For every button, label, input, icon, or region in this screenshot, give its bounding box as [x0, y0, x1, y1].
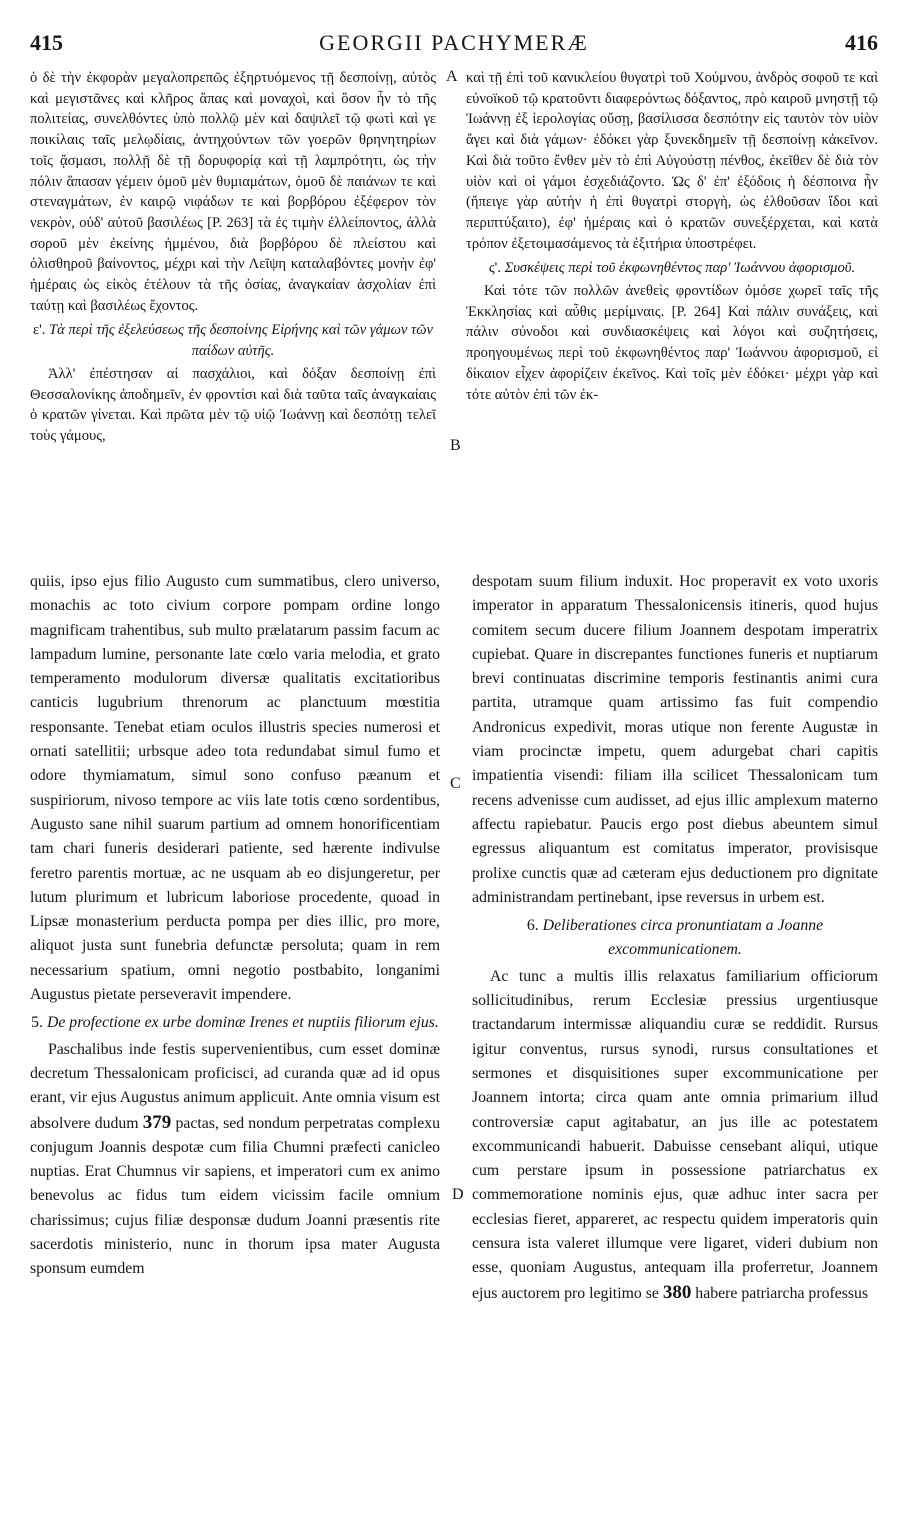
latin-right-paragraph-1: despotam suum filium induxit. Hoc properavit ex voto uxoris imperator in apparatum Thessalonicensis itineris, quod hujus comitem secum ducere filium Joannem despotam imperatrix cupiebat. Quare in discrepantes functiones funeris et nuptiarum brevi continuatas discrimine temporis festinantis animi cura partita, utramque quam artissimo fas fuit compendio Andronicus expedivit, moras utique non ferente Augustæ in viam procinctæ impetu, quem adurgebat chari capitis impatientia visendi: filiam illa scilicet Thessalonicam tum recens advenisse cum audisset, ad ejus illic amplexum materno affectu rapiebatur. Paucis ergo post diebus abeuntem simul egressus aliquantum est comitatus imperator, provisisque prolixe cunctis quæ ad cæteram ejus deductionem pro dignitate administrandam pertinebant, ipse reversus in urbem est.: [472, 573, 878, 906]
greek-left-paragraph-1: ὁ δὲ τὴν ἐκφορὰν μεγαλοπρεπῶς ἐξηρτυόμενος τῇ δεσποίνῃ, αὐτὸς καὶ μεγιστᾶνες καὶ κλῆρος ἅπας καὶ μοναχοὶ, καὶ ὅσον ἦν τὸ τῆς πολιτείας, συνελθόντες ὑπὸ πολλῷ μὲν καὶ δαψιλεῖ τῷ φωτὶ καὶ γε ποικίλαις ταῖς μελῳδίαις, ἀντηχούντων τῶν γοερῶν θρηνητηρίων τοῖς ᾄσμασι, πολλῇ δὲ τῇ δορυφορίᾳ καὶ τῇ λαμπρότητι, ὡς τὴν πόλιν ἅπασαν γέμειν ὁμοῦ μὲν θυμιαμάτων, ὁμοῦ δὲ παιάνων τε καὶ στεναγμάτων, ἐν καιρῷ νιφάδων τε καὶ βορβόρου ἐξέφερον τὸν νεκρὸν, οὐδ' αὐτοῦ βασιλέως [P. 263] τὰ ἐς τιμὴν ἐλλείποντος, ἀλλὰ σοροῦ μὲν ἐκείνης ἡμμένου, διὰ βορβόρου δὲ πλείστου καὶ ὀλισθηροῦ βαίνοντος, μέχρι καὶ τὴν Λεῖψη καταλαβόντες μονὴν ἐφ' ἡμέραις ὡς εἰκὸς ἐτέλουν τὰ τῆς ὁσίας, ἀναγκαίαν ἀσχολίαν ἐπὶ ταύτῃ καὶ βασιλέως ἔχοντος.: [30, 70, 436, 314]
greek-column-right: [466, 68, 878, 554]
left-page-number: 415: [30, 30, 63, 55]
latin-left-section-number: 5.: [31, 1014, 43, 1032]
greek-right-section-title: Συσκέψεις περὶ τοῦ ἐκφωνηθέντος παρ' Ἰωάννου ἀφορισμοῦ.: [504, 260, 856, 277]
margin-letter-c: C: [450, 775, 461, 792]
greek-left-section-heading: [30, 320, 436, 361]
latin-right-section-title: Deliberationes circa pronuntiatam a Joanne excommunicationem.: [542, 917, 824, 959]
right-page-number: 416: [845, 30, 878, 55]
greek-left-section-number: ε'.: [32, 322, 46, 339]
running-title: GEORGII PACHYMERÆ: [319, 30, 589, 55]
greek-right-section-number: ς'.: [488, 260, 501, 277]
latin-left-paragraph-2-text-b: pactas, sed nondum perpetratas complexu conjugum Joannis despotæ cum filia Chumni præfecti canicleo nuptias. Erat Chumnus vir sapiens, et imperatori cum ex animo benevolus ac fidus tum eidem vicissim facile omnium charissimus; cujus filiæ desponsæ dudum Joanni præsentis rite sacerdotis ministerio, nunc in thorum ipsa mater Augusta sponsum eumdem: [30, 1114, 440, 1278]
greek-left-paragraph-2: Ἀλλ' ἐπέστησαν αἱ πασχάλιοι, καὶ δόξαν δεσποίνῃ ἐπὶ Θεσσαλονίκης ἀποδημεῖν, ἐν φροντίσι καὶ διὰ ταῦτα ταῖς ἀναγκαίαις ὁ κρατῶν γίνεται. Καὶ πρῶτα μὲν τῷ υἱῷ Ἰωάννῃ καὶ δεσπότῃ τελεῖ τοὺς γάμους,: [30, 365, 436, 444]
latin-left-paragraph-2: [30, 1038, 440, 1282]
latin-right-section-heading: [472, 914, 878, 963]
margin-letter-a: A: [446, 68, 458, 85]
latin-left-paragraph-2-text-a: Paschalibus inde festis supervenientibus, cum esset dominæ decretum Thessalonicam proficisci, ad curanda quæ ad id opus erant, vir ejus Augustus animum applicuit. Ante omnia visum est absolvere dudum: [30, 1040, 440, 1132]
greek-right-paragraph-1: καὶ τῇ ἐπὶ τοῦ κανικλείου θυγατρὶ τοῦ Χούμνου, ἀνδρὸς σοφοῦ τε καὶ εὐνοϊκοῦ τῷ κρατοῦντι διαφερόντως δόξαντος, πρὸ καιροῦ μνηστῇ τῷ Ἰωάννῃ ἐξ ἱερολογίας οὔσῃ, βασίλισσα δεσπότην εἰς ταυτὸν τὸν υἱὸν ἄγει καὶ διὰ γάμων· ἐδόκει γὰρ ξυνεκδημεῖν τῇ δεσποίνῃ κἀκεῖνον. Καὶ διὰ τοῦτο ἔνθεν μὲν τὸ ἐπὶ Αὐγούστῃ πένθος, ἐκεῖθεν δὲ διὰ τὸν υἱὸν καὶ οἱ γάμοι ἐσχεδιάζοντο. Ὡς δ' ἐπ' ἐξόδοις ἡ δέσποινα ἦν (ἤπειγε γὰρ αὐτὴν ἡ ἐπὶ θυγατρὶ στοργὴ, ὡς ἐλθοῦσαν ἴδοι καὶ περιπτύξαιτο), ἐφ' ἡμέραις καὶ ὁ κρατῶν συνεξέρχεται, καὶ κατὰ τρόπον ἐξετοιμασάμενος τὰ ἐξιτήρια ὑποστρέφει.: [466, 70, 878, 252]
latin-left-paragraph-1: quiis, ipso ejus filio Augusto cum summatibus, clero universo, monachis ac toto civium corpore pompam ordine longo magnificam trahentibus, sub multo prælatarum passim facum ac lampadum lumine, personante late cœlo varia melodia, et grato temperamento modulorum diversæ qualitatis excitatioribus canticis lugubrium threnorum ac planctuum mœstitia responsante. Tenebat etiam oculos illustris species numerosi et ornati satellitii; urbsque adeo tota redundabat simul fumo et odore thymiamatum, simul sono confuso pæanum et suspiriorum, nivoso tempore ac viis late totis cœno sordentibus, Augusto sane nihil suarum partium ad omnem honorificentiam tam chari funeris desiderari patiente, sed hærente indivulse feretro parentis mortuæ, ac ne usquam ab eo disjungeretur, per lutum plurimum et lubricum laboriose procedente, quoad in Lipsæ monasterium perducta pompa per dies illic, pro more, aliquot justa sunt funebria defunctæ persoluta; quam in rem necessarium spatium, omni negotio postbabito, longanimi Augustus pietate perseveravit impendere.: [30, 573, 440, 1004]
latin-column-left: [30, 570, 440, 1530]
greek-left-section-title: Τὰ περὶ τῆς ἐξελεύσεως τῆς δεσποίνης Εἰρήνης καὶ τῶν γάμων τῶν παίδων αὐτῆς.: [49, 322, 434, 360]
margin-letter-d: D: [452, 1186, 464, 1203]
latin-right-paragraph-2-text-a: Ac tunc a multis illis relaxatus familiarium officiorum sollicitudinibus, rerum Ecclesiæ pressius urgentiusque tractandarum intermissæ aliquandiu curæ se reddidit. Rursus igitur conventus, rursus synodi, rursus consultationes et sermones et disquisitiones super excommunicatione per Joannem intorta; circa quam ante omnia primarium illud controversiæ caput agitabatur, an jus ille ac potestatem excommunicandi habuerit. Dabuisse censebant aliqui, utique cum perstare ipsum in possessione patriarchatus ex commemoratione nominis ejus, quæ adhuc inter sacra per ecclesias fieret, appareret, ac respectu quidem imperatoris quin censura ista valeret illumque vere ligaret, videri dubium non esse, quoniam Augustus, antequam illa proferretur, Joannem ejus auctorem pro legitimo se: [472, 967, 878, 1302]
column-number-379: 379: [142, 1111, 172, 1133]
running-header: [30, 30, 878, 60]
latin-column-right: [472, 570, 878, 1530]
greek-column-left: [30, 68, 436, 554]
latin-left-section-heading: [30, 1011, 440, 1035]
greek-right-section-heading: [466, 258, 878, 279]
column-number-380: 380: [662, 1281, 692, 1303]
latin-left-section-title: De profectione ex urbe dominæ Irenes et nuptiis filiorum ejus.: [46, 1014, 439, 1032]
greek-right-paragraph-2: Καὶ τότε τῶν πολλῶν ἀνεθεὶς φροντίδων ὁμόσε χωρεῖ ταῖς τῆς Ἐκκλησίας καὶ αὖθις μερίμναις. [P. 264] Καὶ πάλιν συνάξεις, καὶ πάλιν σύνοδοι καὶ συνδιασκέψεις καὶ λόγοι καὶ συζητήσεις, προηγουμένως περὶ τοῦ ἐκφωνηθέντος παρ' Ἰωάννου ἀφορισμοῦ, εἰ δίκαιον εἶχεν ἀφορίζειν ἐκεῖνος. Καὶ τοῖς μὲν ἐδόκει· μέχρι γὰρ καὶ τότε αὐτὸν ἐπὶ τῶν ἐκ-: [466, 283, 878, 403]
latin-right-section-number: 6.: [526, 917, 539, 935]
margin-letter-b: B: [450, 437, 461, 454]
latin-right-paragraph-2-text-b: habere patriarcha professus: [695, 1284, 869, 1302]
latin-right-paragraph-2: [472, 965, 878, 1306]
